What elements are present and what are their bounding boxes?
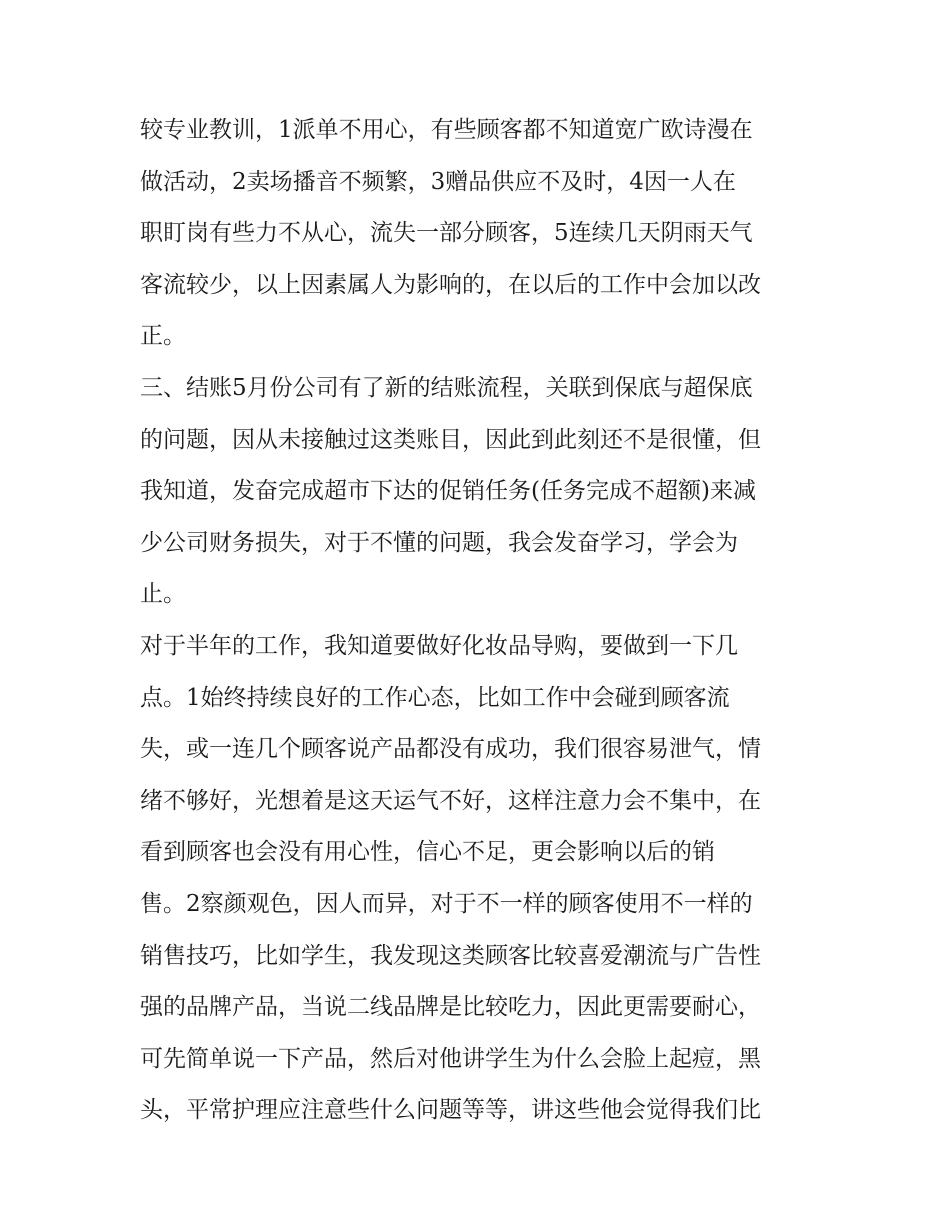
text-line: 可先简单说一下产品，然后对他讲学生为什么会脸上起痘，黑 bbox=[140, 1045, 761, 1072]
text-line: 头，平常护理应注意些什么问题等等，讲这些他会觉得我们比 bbox=[140, 1097, 761, 1124]
body-text bbox=[140, 105, 830, 1137]
text-line: 强的品牌产品，当说二线品牌是比较吃力，因此更需要耐心， bbox=[140, 994, 761, 1021]
text-line: 做活动，2卖场播音不频繁，3赠品供应不及时，4因一人在 bbox=[140, 168, 736, 195]
text-line: 职盯岗有些力不从心，流失一部分顾客，5连续几天阴雨天气 bbox=[140, 220, 753, 247]
text-line: 少公司财务损失，对于不懂的问题，我会发奋学习，学会为 bbox=[140, 529, 738, 556]
text-line: 看到顾客也会没有用心性，信心不足，更会影响以后的销 bbox=[140, 839, 715, 866]
text-line: 绪不够好，光想着是这天运气不好，这样注意力会不集中，在 bbox=[140, 787, 761, 814]
text-line: 销售技巧，比如学生，我发现这类顾客比较喜爱潮流与广告性 bbox=[140, 942, 761, 969]
text-line: 止。 bbox=[140, 581, 186, 608]
text-line: 售。2察颜观色，因人而异，对于不一样的顾客使用不一样的 bbox=[140, 890, 753, 917]
text-line: 客流较少，以上因素属人为影响的，在以后的工作中会加以改 bbox=[140, 271, 761, 298]
text-line: 失，或一连几个顾客说产品都没有成功，我们很容易泄气，情 bbox=[140, 736, 761, 763]
text-line: 较专业教训，1派单不用心，有些顾客都不知道宽广欧诗漫在 bbox=[140, 117, 753, 143]
text-line: 点。1始终持续良好的工作心态，比如工作中会碰到顾客流 bbox=[140, 684, 730, 711]
text-line: 三、结账5月份公司有了新的结账流程，关联到保底与超保底 bbox=[140, 374, 753, 401]
text-line: 正。 bbox=[140, 323, 186, 350]
text-line: 我知道，发奋完成超市下达的促销任务(任务完成不超额)来减 bbox=[140, 478, 756, 505]
text-line: 的问题，因从未接触过这类账目，因此到此刻还不是很懂，但 bbox=[140, 426, 761, 453]
text-line: 对于半年的工作，我知道要做好化妆品导购，要做到一下几 bbox=[140, 632, 738, 659]
